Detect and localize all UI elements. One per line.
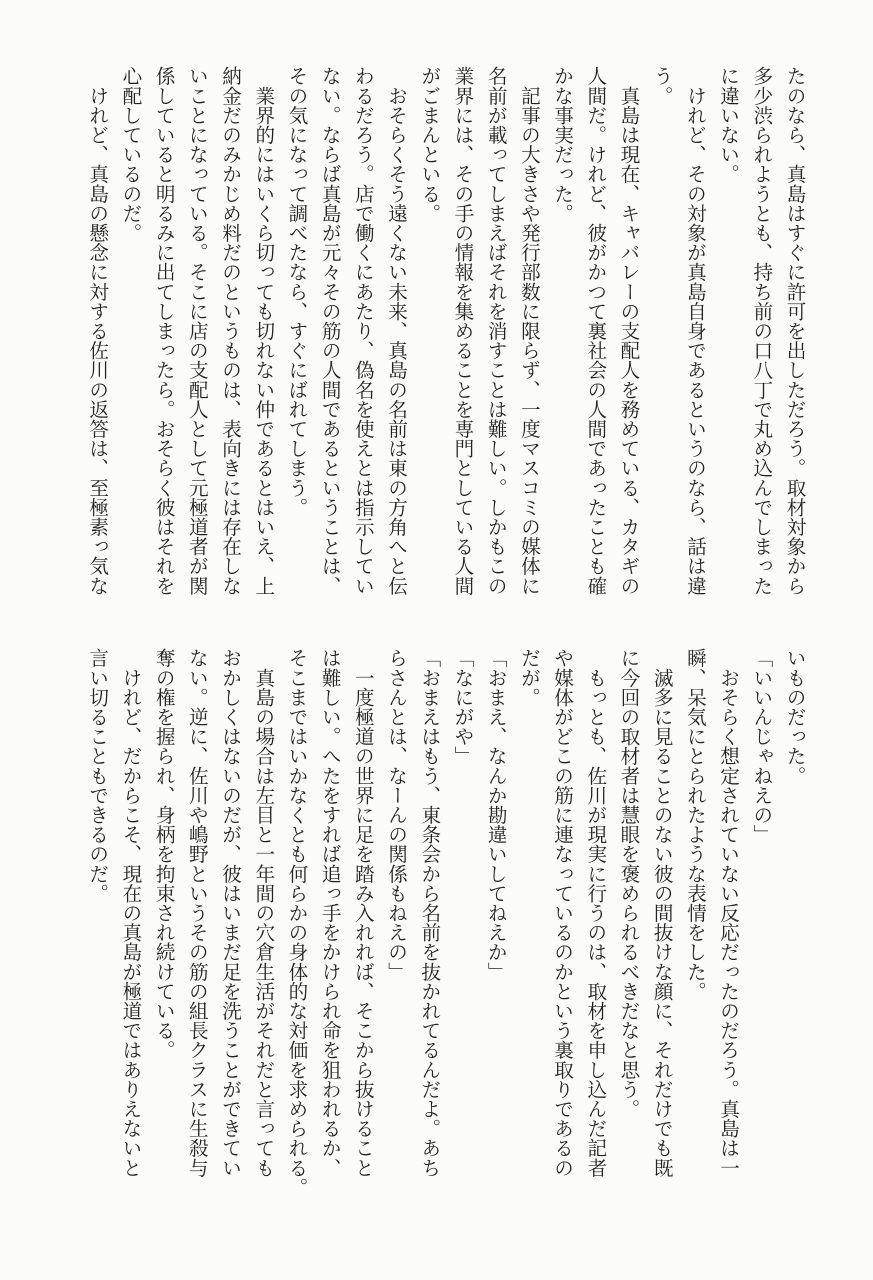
text-line: 多少渋られようとも、持ち前の口八丁で丸め込んでしまった (749, 66, 773, 596)
text-line: 「おまえ、なんか勘違いしてねえか」 (484, 648, 508, 982)
text-line: 言い切ることもできるのだ。 (85, 648, 109, 903)
text-line: 「おまえはもう、東条会から名前を抜かれてるんだよ。あち (417, 648, 441, 1178)
text-line: 記事の大きさや発行部数に限らず、一度マスコミの媒体に (517, 66, 541, 596)
text-line: そこまではいかなくとも何らかの身体的な対価を求められる。 (284, 648, 308, 1197)
text-line: わるだろう。店で働くにあたり、偽名を使えとは指示してい (351, 66, 375, 596)
text-line: ない。逆に、佐川や嶋野というその筋の組長クラスに生殺与 (185, 648, 209, 1178)
text-line: 名前が載ってしまえばそれを消すことは難しい。しかもこの (484, 66, 508, 596)
text-line: おそらくそう遠くない未来、真島の名前は東の方角へと伝 (384, 66, 408, 596)
text-line: 人間だ。けれど、彼がかつて裏社会の人間であったことも確 (583, 66, 607, 596)
text-line: 心配しているのだ。 (118, 66, 142, 243)
text-line: もっとも、佐川が現実に行うのは、取材を申し込んだ記者 (583, 648, 607, 1178)
text-line: かな事実だった。 (550, 66, 574, 223)
text-line: 「なにがや」 (450, 648, 474, 766)
text-line: いことになっている。そこに店の支配人として元極道者が関 (185, 66, 209, 596)
text-line: がごまんといる。 (417, 66, 441, 223)
text-line: けれど、その対象が真島自身であるというのなら、話は違 (683, 66, 707, 596)
text-line: 係していると明るみに出てしまったら。おそらく彼はそれを (152, 66, 176, 596)
text-line: その気になって調べたなら、すぐにばれてしまう。 (284, 66, 308, 517)
bottom-text-block (79, 648, 811, 1197)
text-line: いものだった。 (783, 648, 806, 786)
text-line: けれど、だからこそ、現在の真島が極道ではありえないと (118, 648, 142, 1178)
text-line: 業界には、その手の情報を集めることを専門としている人間 (450, 66, 474, 596)
text-line: 業界的にはいくら切っても切れない仲であるとはいえ、上 (251, 66, 275, 596)
text-line: 真島の場合は左目と一年間の穴倉生活がそれだと言っても (251, 648, 275, 1178)
top-text-block (79, 66, 811, 611)
text-line: 瞬、呆気にとられたような表情をした。 (683, 648, 707, 1001)
text-line: 真島は現在、キャバレーの支配人を務めている、カタギの (616, 66, 640, 596)
text-line: 「いいんじゃねえの」 (749, 648, 773, 844)
text-line: ない。ならば真島が元々その筋の人間であるということは、 (318, 66, 342, 596)
text-line: 一度極道の世界に足を踏み入れれば、そこから抜けること (351, 648, 375, 1178)
text-line: 奪の権を握られ、身柄を拘束され続けている。 (152, 648, 176, 1060)
text-line: に違いない。 (716, 66, 740, 184)
text-line: おそらく想定されていない反応だったのだろう。真島は一 (716, 648, 740, 1178)
text-line: けれど、真島の懸念に対する佐川の返答は、至極素っ気な (85, 66, 109, 596)
text-line: に今回の取材者は慧眼を褒められるべきだなと思う。 (616, 648, 640, 1119)
text-line: らさんとは、なーんの関係もねえの」 (384, 648, 408, 982)
text-line: だが。 (517, 648, 541, 707)
text-line: 納金だのみかじめ料だのというものは、表向きには存在しな (218, 66, 242, 596)
text-line: は難しい。へたをすれば追っ手をかけられ命を狙われるか、 (318, 648, 342, 1178)
text-line: う。 (650, 66, 674, 106)
text-line: 滅多に見ることのない彼の間抜けな顔に、それだけでも既 (650, 648, 674, 1178)
text-line: おかしくはないのだが、彼はいまだ足を洗うことができてい (218, 648, 242, 1178)
text-line: や媒体がどこの筋に連なっているのかという裏取りであるの (550, 648, 574, 1178)
text-line: たのなら、真島はすぐに許可を出しただろう。取材対象から (783, 66, 806, 596)
